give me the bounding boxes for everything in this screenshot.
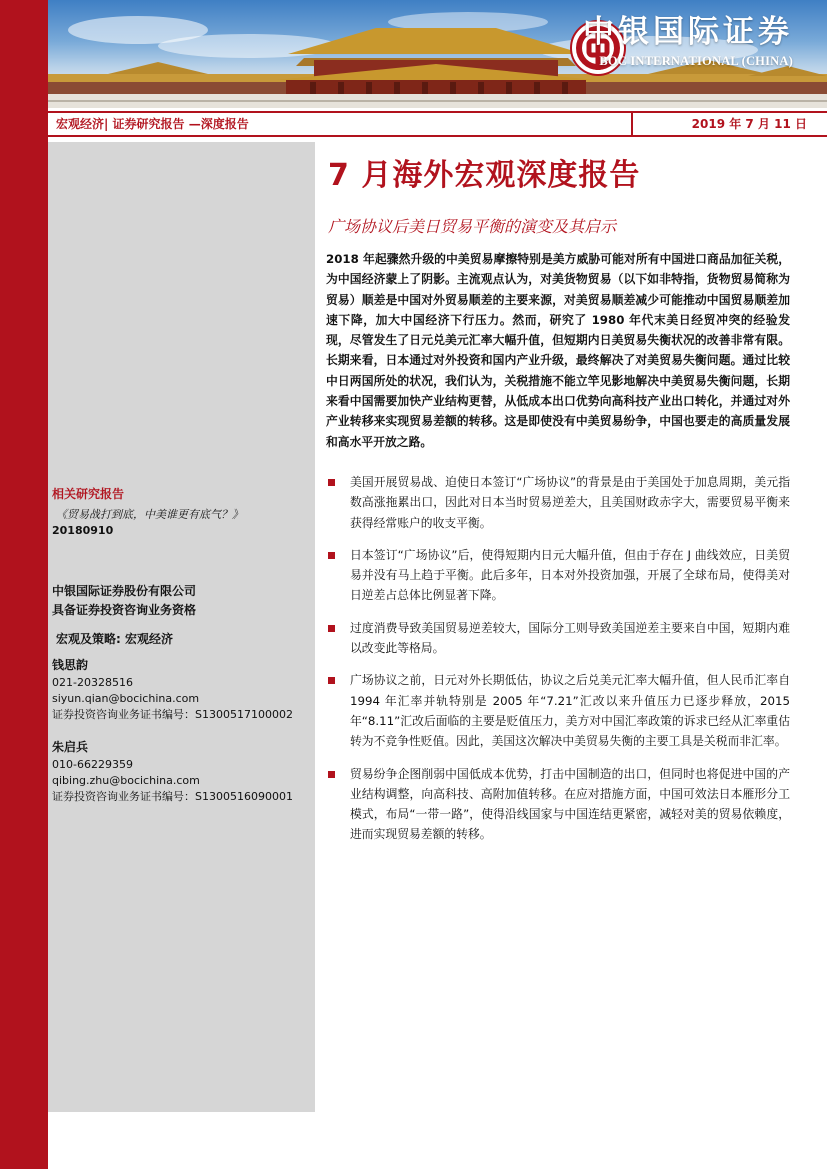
report-subtitle: 广场协议后美日贸易平衡的演变及其启示: [328, 217, 617, 236]
strategy-label: 宏观及策略: 宏观经济: [56, 632, 173, 646]
report-header-band: [48, 111, 827, 137]
key-points-list: [326, 472, 790, 857]
analyst-license: 证券投资咨询业务证书编号：S1300517100002: [52, 708, 293, 721]
bullet-text: 贸易纷争企图削弱中国低成本优势，打击中国制造的出口，但同时也将促进中国的产业结构调整，向高科技、高附加值转移。在应对措施方面，中国可效法日本雁形分工模式，布局“一带一路”，使得沿线国家与中国连结更紧密，减轻对美的贸易依赖度，进而实现贸易差额的转移。: [350, 766, 790, 842]
left-accent-strip: [0, 0, 48, 1169]
analyst-name: 钱思韵: [52, 658, 89, 672]
list-item: [326, 618, 790, 659]
analyst-card: [52, 655, 312, 723]
band-divider: [631, 113, 633, 135]
related-report-item: 《贸易战打到底，中美谁更有底气？》: [56, 508, 243, 521]
related-report-date: 20180910: [52, 524, 114, 537]
related-reports-title: 相关研究报告: [52, 487, 125, 501]
bullet-text: 广场协议之前，日元对外长期低估，协议之后兑美元汇率大幅升值，但人民币汇率自 1994 年汇率并轨特别是 2005 年“7.21”汇改以来升值压力已逐步释放，2015 年“8.11”汇改后面临的主要是贬值压力，美方对中国汇率政策的诉求已经从汇率重估转为不竞争性贬值。因此，美国这次解决中美贸易失衡的主要工具是关税而非汇率。: [350, 673, 790, 749]
report-date: 2019 年 7 月 11 日: [691, 117, 807, 131]
company-info: [52, 582, 196, 620]
list-item: [326, 764, 790, 845]
bullet-square-icon: [328, 479, 335, 486]
analyst-email: qibing.zhu@bocichina.com: [52, 774, 200, 787]
analyst-name: 朱启兵: [52, 740, 89, 754]
brand-block: [583, 14, 793, 69]
analyst-license: 证券投资咨询业务证书编号：S1300516090001: [52, 790, 293, 803]
bullet-text: 日本签订“广场协议”后，使得短期内日元大幅升值，但由于存在 J 曲线效应，日美贸易并没有马上趋于平衡。此后多年，日本对外投资加强，开展了全球布局，使得美对日逆差占总体比例显著下降。: [350, 547, 790, 603]
list-item: [326, 545, 790, 606]
brand-name-en: BOC INTERNATIONAL (CHINA): [599, 54, 793, 68]
list-item: [326, 670, 790, 751]
bullet-text: 美国开展贸易战、迫使日本签订“广场协议”的背景是由于美国处于加息周期，美元指数高涨拖累出口，因此对日本当时贸易逆差大，且美国财政赤字大，需要贸易平衡来获得经常账户的收支平衡。: [350, 475, 790, 530]
bullet-square-icon: [328, 771, 335, 778]
company-qualification: 具备证券投资咨询业务资格: [52, 603, 197, 617]
sidebar-panel: [48, 142, 315, 1112]
analyst-card: [52, 737, 312, 805]
header-banner: [48, 0, 827, 108]
bullet-square-icon: [328, 552, 335, 559]
bullet-square-icon: [328, 625, 335, 632]
list-item: [326, 472, 790, 533]
bullet-square-icon: [328, 677, 335, 684]
report-title: 7 月海外宏观深度报告: [328, 158, 641, 193]
company-name: 中银国际证券股份有限公司: [52, 584, 197, 598]
analyst-email: siyun.qian@bocichina.com: [52, 692, 200, 705]
bullet-text: 过度消费导致美国贸易逆差较大，国际分工则导致美国逆差主要来自中国，短期内难以改变此等格局。: [350, 620, 790, 656]
analyst-phone: 010-66229359: [52, 758, 133, 771]
brand-name-cn: 中银国际证券: [583, 14, 793, 50]
report-category: 宏观经济| 证券研究报告 —深度报告: [56, 117, 249, 131]
analyst-phone: 021-20328516: [52, 676, 133, 689]
report-summary: 2018 年起骤然升级的中美贸易摩擦特别是美方威胁可能对所有中国进口商品加征关税，为中国经济蒙上了阴影。主流观点认为，对美货物贸易（以下如非特指，货物贸易简称为贸易）顺差是中国对外贸易顺差的主要来源，对美贸易顺差减少可能推动中国贸易顺差加速下降，加大中国经济下行压力。然而，研究了 1980 年代末美日经贸冲突的经验发现，尽管发生了日元兑美元汇率大幅升值，但短期内日美贸易失衡状况的改善非常有限。长期来看，日本通过对外投资和国内产业升级，最终解决了对美贸易失衡问题。通过比较中日两国所处的状况，我们认为，关税措施不能立竿见影地解决中美贸易失衡问题，长期来看中国需要加快产业结构更替，从低成本出口优势向高科技产业出口转化，并通过对外产业转移来实现贸易差额的转移。这是即使没有中美贸易纷争，中国也要走的高质量发展和高水平开放之路。: [326, 252, 790, 449]
